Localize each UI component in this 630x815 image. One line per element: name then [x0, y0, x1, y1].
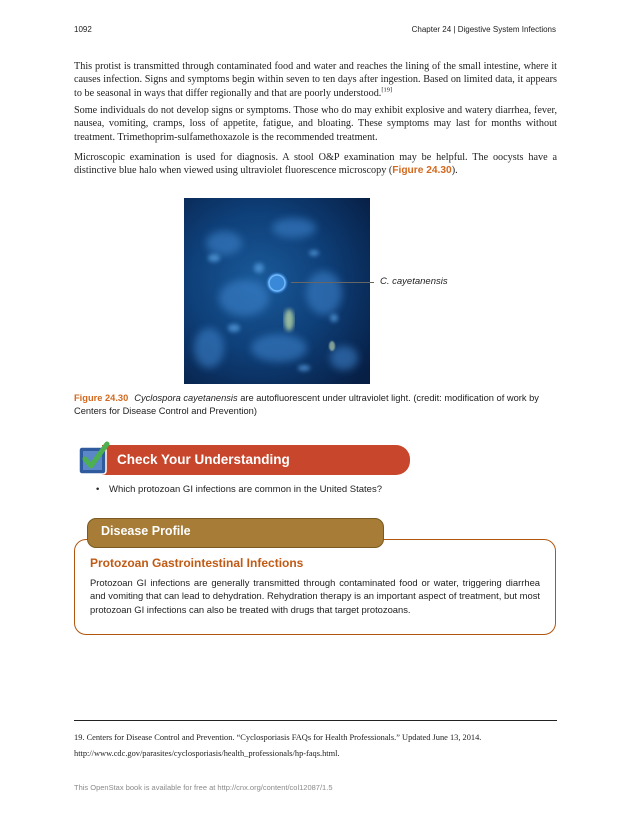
paragraph-diagnosis — [74, 151, 557, 178]
figure-reference-link[interactable]: Figure 24.30 — [392, 165, 452, 177]
disease-profile-heading: Protozoan Gastrointestinal Infections — [90, 556, 304, 570]
figure-caption — [74, 392, 557, 417]
disease-profile-label: Disease Profile — [101, 524, 191, 538]
footnote-citation: 19. Centers for Disease Control and Prevention. “Cyclosporiasis FAQs for Health Professionals.” Updated June 13, 2014. — [74, 733, 482, 742]
label-leader-line — [291, 282, 374, 283]
micrograph-image — [184, 198, 370, 384]
paragraph-diagnosis-text: Microscopic examination is used for diagnosis. A stool O&P examination may be helpful. The oocysts have a distinctive blue halo when viewed using ultraviolet fluorescence microscopy ( — [74, 152, 557, 177]
figure-caption-number: Figure 24.30 — [74, 393, 129, 403]
check-understanding-title: Check Your Understanding — [117, 452, 290, 467]
footnote — [74, 730, 557, 762]
paragraph-transmission — [74, 60, 557, 100]
understanding-question: Which protozoan GI infections are common in the United States? — [109, 484, 382, 495]
footnote-divider — [74, 720, 557, 721]
paragraph-transmission-text: This protist is transmitted through contaminated food and water and reaches the lining of the small intestine, where it causes infection. Signs and symptoms begin within seven to ten days after ingestion. Based on limited data, it appears to be seasonal in ways that differ regionally and that are poorly understood. — [74, 61, 557, 99]
footnote-url[interactable]: http://www.cdc.gov/parasites/cyclosporiasis/health_professionals/hp-faqs.html. — [74, 749, 340, 758]
page-number: 1092 — [74, 25, 92, 34]
figure-caption-species: Cyclospora cayetanensis — [134, 393, 238, 403]
paragraph-diagnosis-end: ). — [451, 165, 458, 177]
paragraph-symptoms: Some individuals do not develop signs or symptoms. Those who do may exhibit explosive and watery diarrhea, fever, nausea, vomiting, cramps, loss of appetite, fatigue, and bloating. These symptoms may last for months without treatment. Trimethoprim-sulfamethoxazole is the recommended treatment. — [74, 105, 557, 143]
figure-caption-text: are autofluorescent under ultraviolet light. (credit: modification of work by Centers for Disease Control and Prevention) — [74, 393, 539, 416]
page-footer: This OpenStax book is available for free at http://cnx.org/content/col12087/1.5 — [74, 783, 333, 792]
bullet-marker: • — [96, 484, 100, 495]
chapter-title: Chapter 24 | Digestive System Infections — [411, 25, 556, 34]
oocyst-marker — [267, 273, 287, 293]
checkmark-box-icon — [76, 441, 110, 477]
footnote-ref-link[interactable]: [19] — [381, 86, 393, 94]
figure-label: C. cayetanensis — [380, 276, 448, 287]
disease-profile-body: Protozoan GI infections are generally transmitted through contaminated food or water, triggering diarrhea and vomiting that can lead to dehydration. Rehydration therapy is an important aspect of treatment, but most protozoan GI infections can also be treated with drugs that target protozoans. — [90, 577, 540, 615]
